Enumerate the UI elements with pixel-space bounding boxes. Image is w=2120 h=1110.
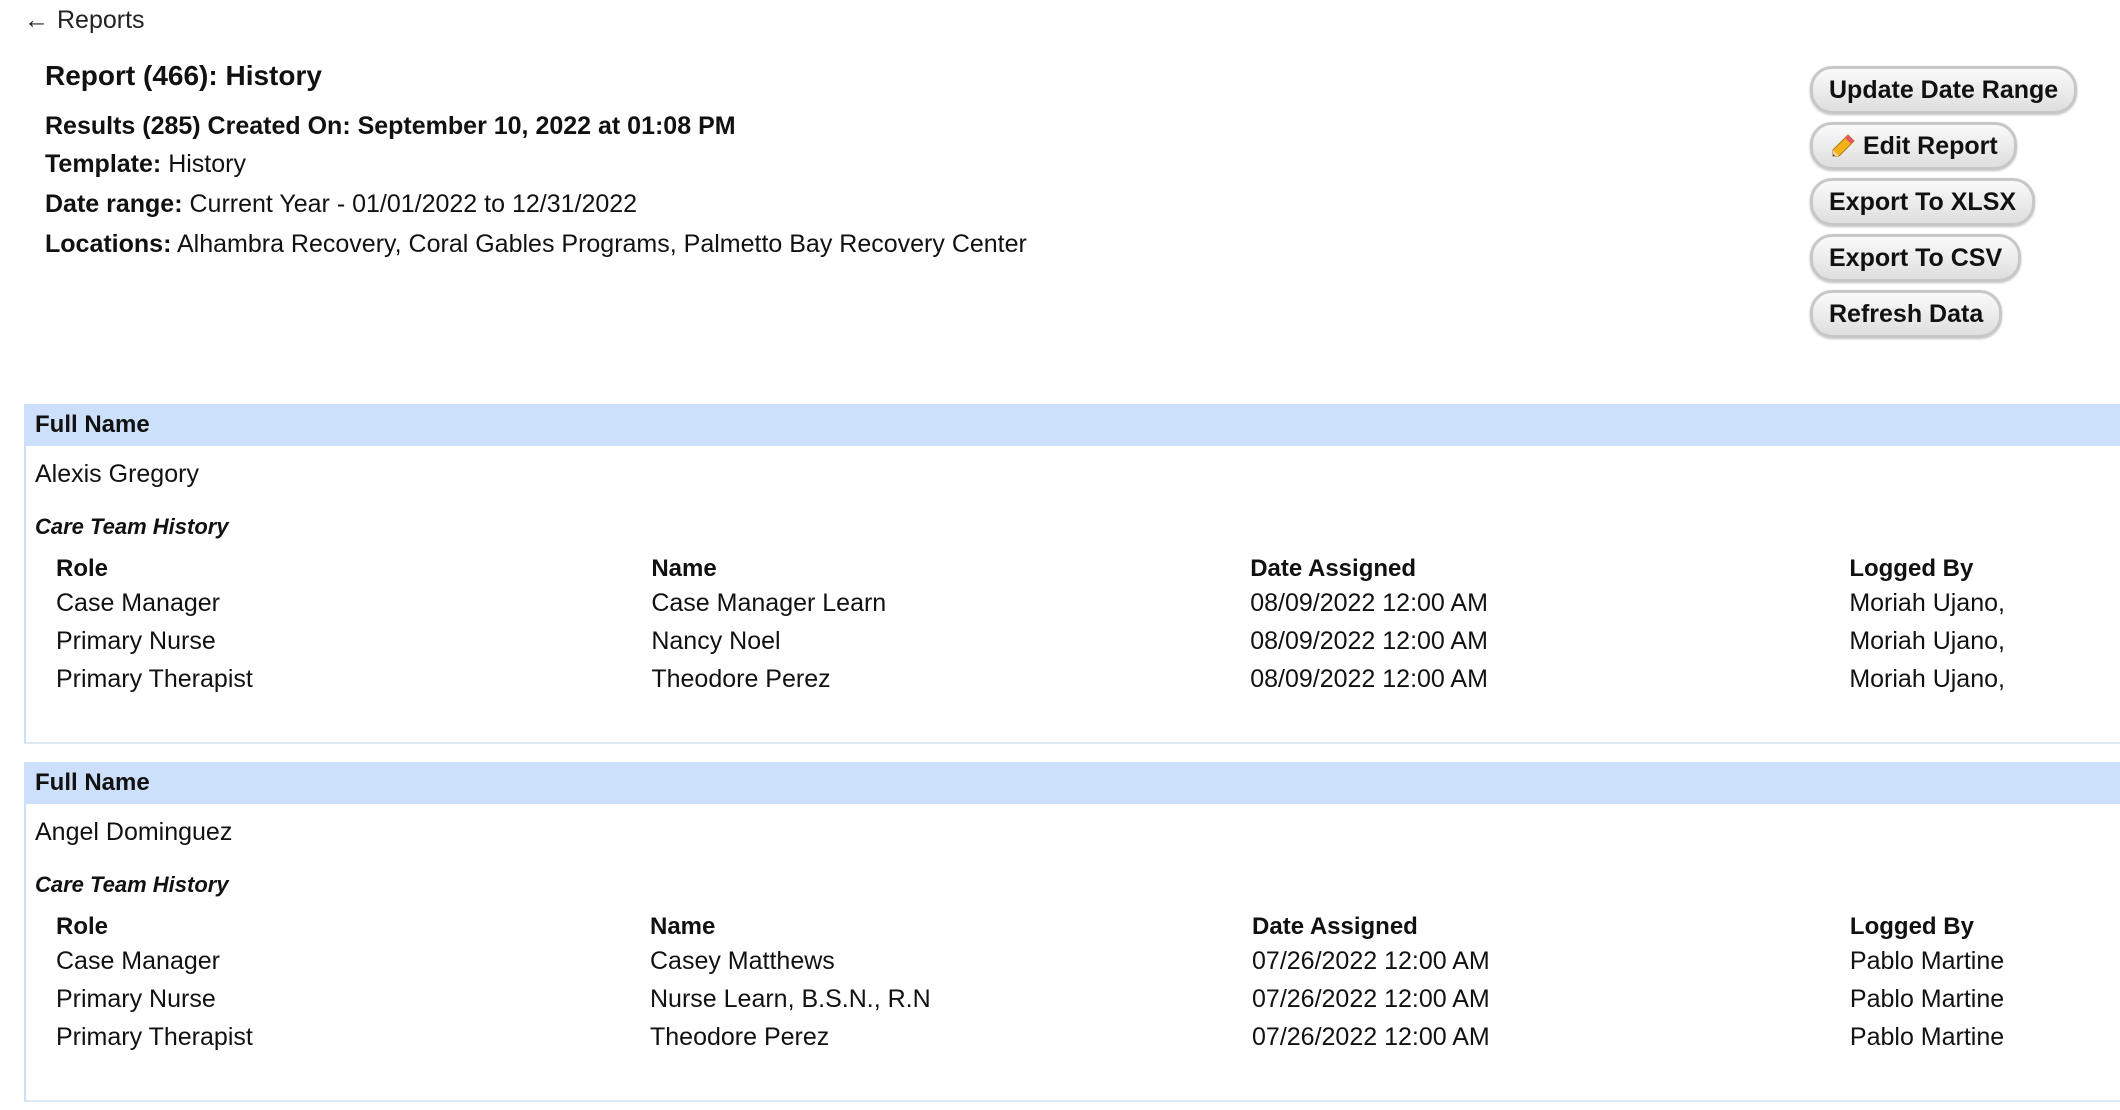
cell-name: Case Manager Learn [651,588,887,617]
date-range-row [45,184,1027,224]
report-actions [1810,66,2077,338]
cell-role: Case Manager [56,588,220,617]
column-header-logged-by: Logged By [1849,555,1974,582]
column-header-logged-by: Logged By [1849,913,1974,940]
column-header-name: Name [650,913,716,940]
locations-label: Locations: [45,230,172,258]
report-header [45,60,1027,264]
cell-name: Theodore Perez [650,1022,830,1051]
template-row [45,144,1027,184]
page-title: Report (466): History [45,60,322,91]
patient-name: Alexis Gregory [35,460,199,488]
column-header-name: Name [651,555,717,582]
export-xlsx-button[interactable]: Export To XLSX [1810,178,2035,226]
locations-value: Alhambra Recovery, Coral Gables Programs, Palmetto Bay Recovery Center [176,230,1027,258]
export-csv-button[interactable]: Export To CSV [1810,234,2021,282]
cell-date-assigned: 08/09/2022 12:00 AM [1250,664,1488,693]
cell-name: Nancy Noel [651,626,781,655]
table-header-row [56,554,2120,584]
template-label: Template: [45,150,162,178]
care-team-table [56,554,2120,698]
section-header: Full Name [26,404,2120,446]
locations-row [45,224,1027,264]
cell-date-assigned: 07/26/2022 12:00 AM [1252,946,1490,975]
care-team-history-heading: Care Team History [35,514,229,539]
section-header: Full Name [26,762,2120,804]
table-row [56,622,2120,660]
care-team-table [56,912,2120,1056]
cell-logged-by: Moriah Ujano, [1849,626,2005,655]
back-link-label: Reports [57,6,145,34]
patient-name: Angel Dominguez [35,818,233,846]
table-row [56,980,2120,1018]
cell-name: Nurse Learn, B.S.N., R.N [650,984,931,1013]
table-row [56,660,2120,698]
cell-logged-by: Moriah Ujano, [1849,588,2005,617]
care-team-history-heading: Care Team History [35,872,229,897]
cell-role: Primary Nurse [56,984,216,1013]
column-header-date-assigned: Date Assigned [1252,913,1418,940]
column-header-role: Role [56,913,109,940]
edit-report-button[interactable] [1810,122,2017,170]
cell-name: Theodore Perez [651,664,831,693]
cell-role: Primary Therapist [56,664,253,693]
cell-logged-by: Pablo Martine [1849,946,2005,975]
patient-section [24,404,2120,744]
update-date-range-button[interactable]: Update Date Range [1810,66,2077,114]
cell-role: Primary Nurse [56,626,216,655]
cell-logged-by: Pablo Martine [1849,1022,2005,1051]
cell-logged-by: Pablo Martine [1849,984,2005,1013]
patient-section [24,762,2120,1102]
template-value: History [168,150,246,178]
cell-logged-by: Moriah Ujano, [1849,664,2005,693]
table-row [56,584,2120,622]
cell-name: Casey Matthews [650,946,835,975]
date-range-label: Date range: [45,190,183,218]
cell-role: Primary Therapist [56,1022,253,1051]
cell-date-assigned: 07/26/2022 12:00 AM [1252,984,1490,1013]
table-header-row [56,912,2120,942]
column-header-date-assigned: Date Assigned [1250,555,1417,582]
cell-date-assigned: 07/26/2022 12:00 AM [1252,1022,1490,1051]
cell-role: Case Manager [56,946,220,975]
column-header-role: Role [56,555,109,582]
back-to-reports-link[interactable] [24,6,145,35]
pencil-icon [1829,132,1857,160]
cell-date-assigned: 08/09/2022 12:00 AM [1250,588,1488,617]
table-row [56,1018,2120,1056]
results-summary: Results (285) Created On: September 10, 2022 at 01:08 PM [45,112,736,140]
edit-report-label: Edit Report [1863,131,1998,160]
cell-date-assigned: 08/09/2022 12:00 AM [1250,626,1488,655]
table-row [56,942,2120,980]
refresh-data-button[interactable]: Refresh Data [1810,290,2002,338]
arrow-left-icon: ← [24,6,49,34]
date-range-value: Current Year - 01/01/2022 to 12/31/2022 [189,190,638,218]
